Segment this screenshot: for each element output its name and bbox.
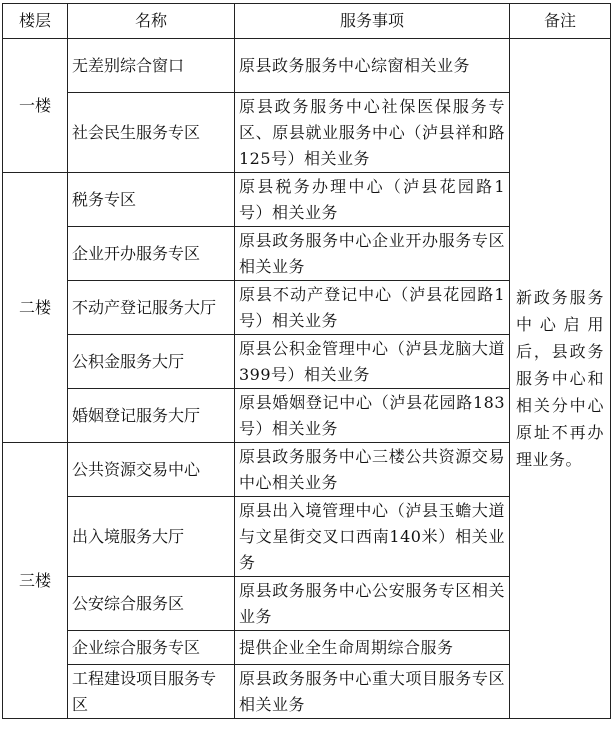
- row-service: 原县政务服务中心公安服务专区相关业务: [235, 577, 510, 631]
- floor-label: 二楼: [3, 173, 68, 443]
- note-cell: 新政务服务中心启用后，县政务服务中心和相关分中心原址不再办理业务。: [510, 39, 611, 719]
- row-service: 原县政务服务中心企业开办服务专区相关业务: [235, 227, 510, 281]
- row-name: 社会民生服务专区: [68, 93, 235, 173]
- header-service: 服务事项: [235, 4, 510, 39]
- row-name: 不动产登记服务大厅: [68, 281, 235, 335]
- row-name: 企业综合服务专区: [68, 631, 235, 665]
- row-name: 公共资源交易中心: [68, 443, 235, 497]
- service-table: [2, 3, 611, 719]
- row-name: 企业开办服务专区: [68, 227, 235, 281]
- floor-label: 一楼: [3, 39, 68, 173]
- row-name: 税务专区: [68, 173, 235, 227]
- row-name: 婚姻登记服务大厅: [68, 389, 235, 443]
- row-service: 原县不动产登记中心（泸县花园路1号）相关业务: [235, 281, 510, 335]
- row-name: 工程建设项目服务专区: [68, 665, 235, 719]
- row-name: 公安综合服务区: [68, 577, 235, 631]
- row-name: 公积金服务大厅: [68, 335, 235, 389]
- row-service: 原县公积金管理中心（泸县龙脑大道399号）相关业务: [235, 335, 510, 389]
- row-service: 原县婚姻登记中心（泸县花园路183号）相关业务: [235, 389, 510, 443]
- table-row: [3, 39, 611, 93]
- row-name: 出入境服务大厅: [68, 497, 235, 577]
- row-service: 提供企业全生命周期综合服务: [235, 631, 510, 665]
- header-note: 备注: [510, 4, 611, 39]
- row-service: 原县政务服务中心重大项目服务专区相关业务: [235, 665, 510, 719]
- row-service: 原县政务服务中心社保医保服务专区、原县就业服务中心（泸县祥和路125号）相关业务: [235, 93, 510, 173]
- row-service: 原县政务服务中心综窗相关业务: [235, 39, 510, 93]
- row-service: 原县出入境管理中心（泸县玉蟾大道与文星街交叉口西南140米）相关业务: [235, 497, 510, 577]
- header-floor: 楼层: [3, 4, 68, 39]
- header-row: [3, 4, 611, 39]
- floor-label: 三楼: [3, 443, 68, 719]
- row-name: 无差别综合窗口: [68, 39, 235, 93]
- header-name: 名称: [68, 4, 235, 39]
- row-service: 原县税务办理中心（泸县花园路1号）相关业务: [235, 173, 510, 227]
- row-service: 原县政务服务中心三楼公共资源交易中心相关业务: [235, 443, 510, 497]
